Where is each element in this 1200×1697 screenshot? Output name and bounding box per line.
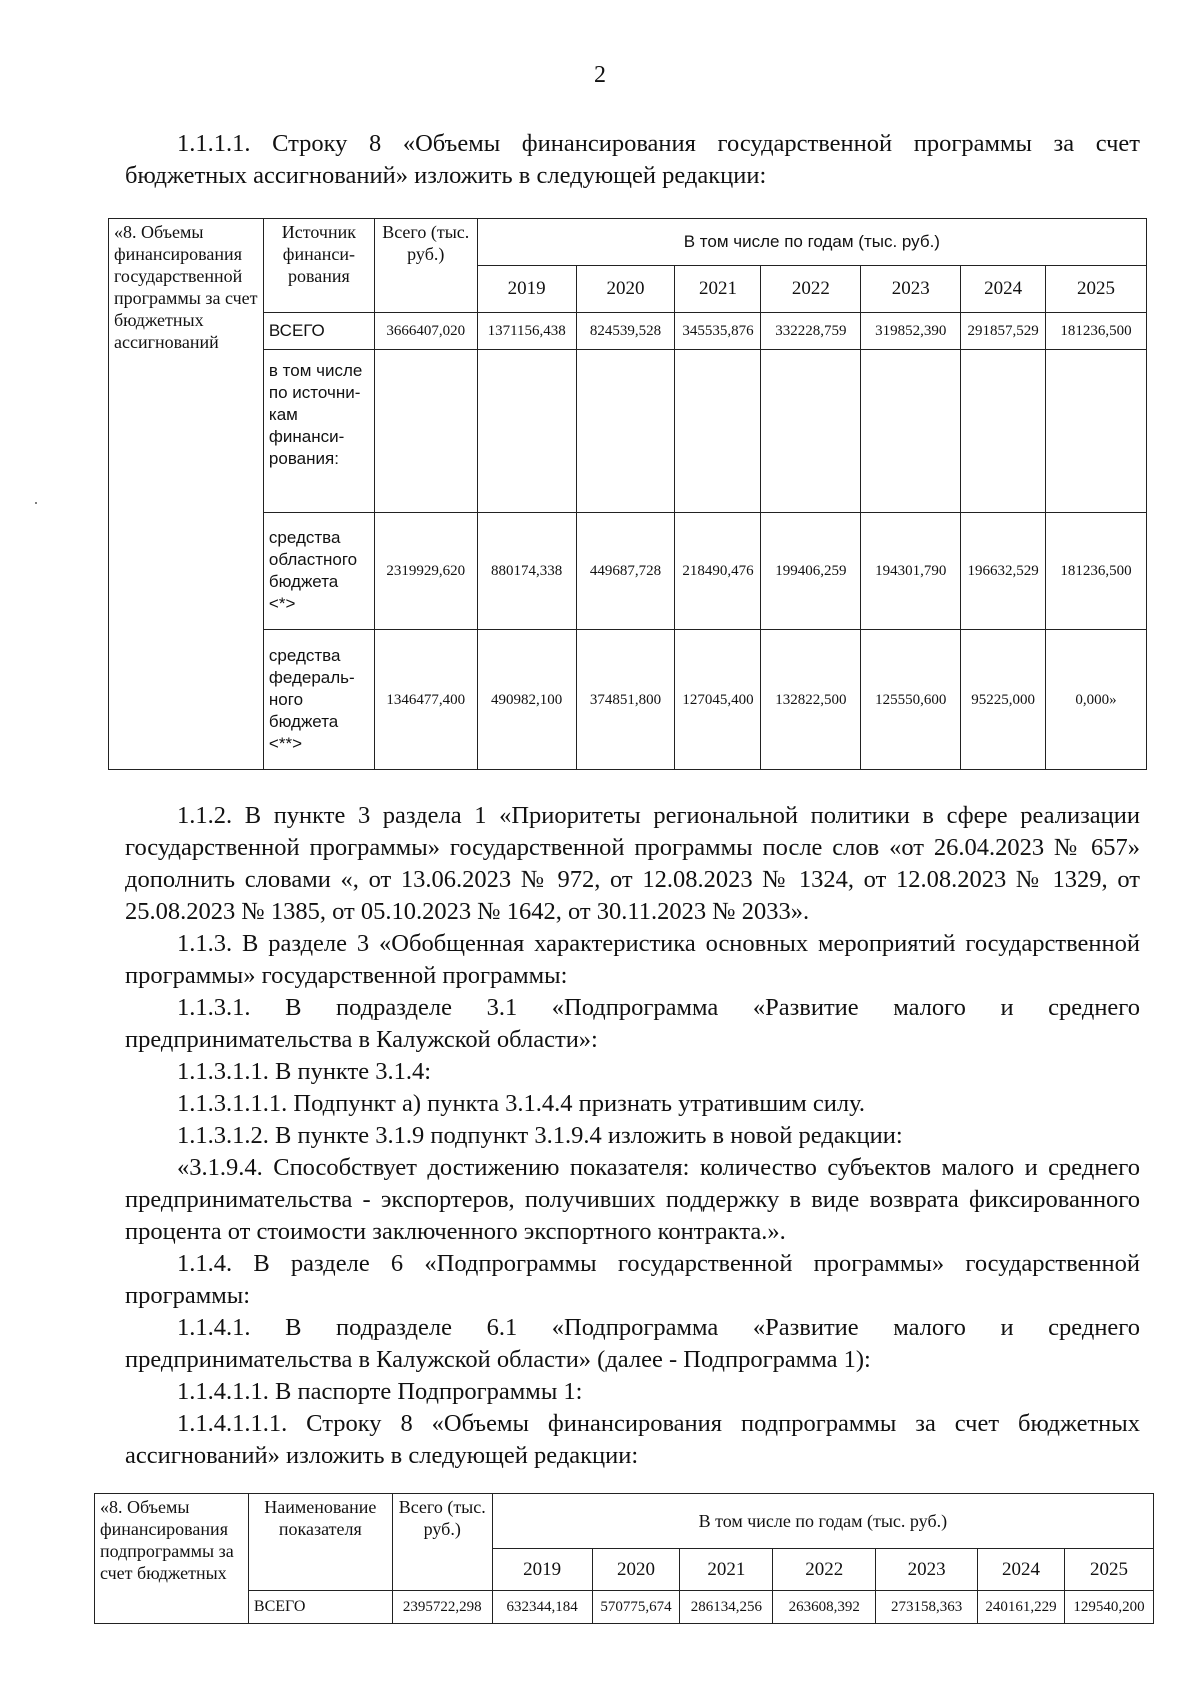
paragraph-3194: «3.1.9.4. Способствует достижению показателя: количество субъектов малого и среднего предпринимательства - экспортеров, получивших поддержку в виде возврата фиксированного процента от стоимости заключенного экспортного контракта.».	[125, 1154, 1140, 1245]
table1-cell: 125550,600	[861, 630, 961, 770]
paragraph-11311: 1.1.3.1.1. В пункте 3.1.4:	[177, 1058, 432, 1085]
table2-year: 2024	[978, 1549, 1065, 1591]
table2-cell: 286134,256	[680, 1591, 773, 1624]
table1-cell: 181236,500	[1046, 513, 1147, 630]
paragraph-113111: 1.1.3.1.1.1. Подпункт а) пункта 3.1.4.4 признать утратившим силу.	[177, 1090, 866, 1117]
table2-year: 2020	[592, 1549, 680, 1591]
scan-speck	[35, 502, 37, 504]
table1-cell	[675, 350, 761, 513]
paragraph-1141: 1.1.4.1. В подразделе 6.1 «Подпрограмма «Развитие малого и среднего предпринимательства в Калужской области» (далее - Подпрограмма 1):	[125, 1314, 1140, 1373]
table1-years-header: В том числе по годам (тыс. руб.)	[477, 219, 1146, 266]
table1-year: 2022	[761, 266, 861, 313]
table2-col-name: Наименование показателя	[248, 1494, 392, 1591]
table2-year: 2021	[680, 1549, 773, 1591]
table1-cell: 345535,876	[675, 313, 761, 350]
table1-cell: 3666407,020	[374, 313, 477, 350]
table1-cell: 194301,790	[861, 513, 961, 630]
table2-cell: 632344,184	[492, 1591, 592, 1624]
table1-cell: 127045,400	[675, 630, 761, 770]
table1-cell: 1371156,438	[477, 313, 576, 350]
table1-year: 2019	[477, 266, 576, 313]
table1-cell: 291857,529	[961, 313, 1046, 350]
table1-cell: 449687,728	[576, 513, 675, 630]
table1-year: 2023	[861, 266, 961, 313]
table1-cell	[961, 350, 1046, 513]
table1-cell	[1046, 350, 1147, 513]
paragraph-114111: 1.1.4.1.1.1. Строку 8 «Объемы финансирования подпрограммы за счет бюджетных ассигнований» изложить в следующей редакции:	[125, 1410, 1140, 1469]
paragraph-112: 1.1.2. В пункте 3 раздела 1 «Приоритеты региональной политики в сфере реализации государственной программы» государственной программы после слов «от 26.04.2023 № 657» дополнить словами «, от 13.06.2023 № 972, от 12.08.2023 № 1324, от 12.08.2023 № 1329, от 25.08.2023 № 1385, от 05.10.2023 № 1642, от 30.11.2023 № 2033».	[125, 802, 1140, 925]
table1-cell: 199406,259	[761, 513, 861, 630]
table1-year: 2021	[675, 266, 761, 313]
paragraph-1111-text: 1.1.1.1. Строку 8 «Объемы финансирования государственной программы за счет	[177, 130, 1140, 157]
paragraph-1131: 1.1.3.1. В подразделе 3.1 «Подпрограмма «Развитие малого и среднего предпринимательства в Калужской области»:	[125, 994, 1140, 1053]
table1-cell: 374851,800	[576, 630, 675, 770]
table1-col-source: Источник финанси-рования	[263, 219, 374, 313]
table1-cell	[374, 350, 477, 513]
table2-col-total: Всего (тыс. руб.)	[392, 1494, 492, 1591]
table2-cell: 570775,674	[592, 1591, 680, 1624]
table1-cell: 218490,476	[675, 513, 761, 630]
table2-cell: 2395722,298	[392, 1591, 492, 1624]
table2-years-header: В том числе по годам (тыс. руб.)	[492, 1494, 1153, 1549]
table1-cell	[761, 350, 861, 513]
table1-row-federal-name: средства федераль-ного бюджета <**>	[263, 630, 374, 770]
table2-year: 2025	[1065, 1549, 1154, 1591]
table1-cell: 824539,528	[576, 313, 675, 350]
table2-row-total-name: ВСЕГО	[248, 1591, 392, 1624]
table1-cell: 1346477,400	[374, 630, 477, 770]
table1-year: 2020	[576, 266, 675, 313]
table1-year: 2025	[1046, 266, 1147, 313]
table1-row-label: «8. Объемы финансирования государственной программы за счет бюджетных ассигнований	[109, 219, 264, 770]
table2-row-label: «8. Объемы финансирования подпрограммы за счет бюджетных	[95, 1494, 249, 1624]
table2-cell: 129540,200	[1065, 1591, 1154, 1624]
table2-cell: 273158,363	[876, 1591, 978, 1624]
table1-cell: 181236,500	[1046, 313, 1147, 350]
table1-row-regional-name: средства областного бюджета <*>	[263, 513, 374, 630]
financing-table-program	[108, 218, 1147, 770]
table1-col-total: Всего (тыс. руб.)	[374, 219, 477, 313]
table1-cell: 490982,100	[477, 630, 576, 770]
table1-cell: 880174,338	[477, 513, 576, 630]
table1-cell	[576, 350, 675, 513]
table2-year: 2022	[773, 1549, 876, 1591]
table1-cell: 332228,759	[761, 313, 861, 350]
paragraph-113: 1.1.3. В разделе 3 «Обобщенная характеристика основных мероприятий государственной программы» государственной программы:	[125, 930, 1140, 989]
table1-cell	[477, 350, 576, 513]
table1-cell: 2319929,620	[374, 513, 477, 630]
paragraph-114: 1.1.4. В разделе 6 «Подпрограммы государственной программы» государственной программы:	[125, 1250, 1140, 1309]
table1-row-sources-name: в том числе по источни-кам финанси-рования:	[263, 350, 374, 513]
paragraph-1111-line2: бюджетных ассигнований» изложить в следующей редакции:	[125, 162, 767, 189]
table1-cell: 95225,000	[961, 630, 1046, 770]
paragraph-11312: 1.1.3.1.2. В пункте 3.1.9 подпункт 3.1.9.4 изложить в новой редакции:	[177, 1122, 903, 1149]
financing-table-subprogram	[94, 1493, 1154, 1624]
paragraph-11411: 1.1.4.1.1. В паспорте Подпрограммы 1:	[177, 1378, 583, 1405]
table1-cell: 0,000»	[1046, 630, 1147, 770]
paragraph-1111-line1	[125, 128, 1140, 160]
table1-cell: 196632,529	[961, 513, 1046, 630]
table2-cell: 240161,229	[978, 1591, 1065, 1624]
table1-cell: 132822,500	[761, 630, 861, 770]
table2-year: 2023	[876, 1549, 978, 1591]
table2-cell: 263608,392	[773, 1591, 876, 1624]
table1-cell	[861, 350, 961, 513]
table2-year: 2019	[492, 1549, 592, 1591]
table1-year: 2024	[961, 266, 1046, 313]
page-number: 2	[594, 62, 606, 88]
table1-row-total-name: ВСЕГО	[263, 313, 374, 350]
table1-cell: 319852,390	[861, 313, 961, 350]
